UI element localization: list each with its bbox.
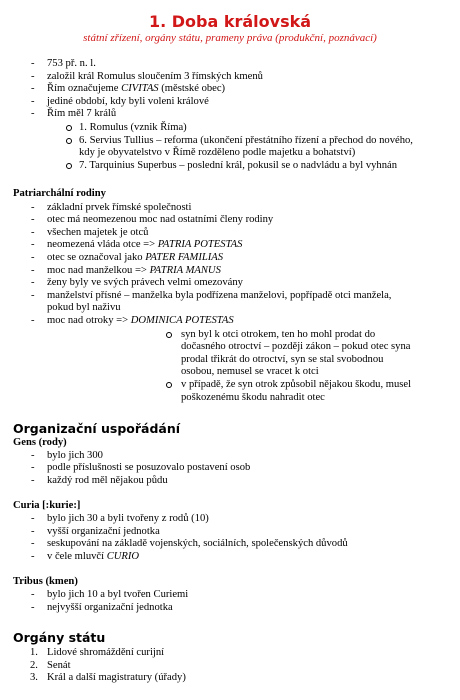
list-item: - 753 př. n. l.: [0, 58, 460, 71]
list-item-text: moc nad manželkou =>: [47, 264, 150, 276]
subsection-heading: Gens (rody): [13, 437, 67, 448]
term-civitas: CIVITAS: [121, 83, 159, 95]
term-dominica-potestas: DOMINICA POTESTAS: [130, 314, 234, 326]
term-patria-potestas: PATRIA POTESTAS: [157, 239, 243, 251]
list-item: [0, 551, 460, 564]
term-curio: CURIO: [106, 550, 140, 562]
list-item: [0, 315, 460, 328]
page-title: 1. Doba královská: [148, 12, 312, 31]
king-item: 7. Tarquinius Superbus – poslední král, pokusil se o nadvládu a byl vyhnán: [0, 160, 460, 173]
list-item-text: v čele mluvčí: [47, 550, 107, 562]
list-item: - základní prvek římské společnosti: [0, 202, 460, 215]
list-item: - otec má neomezenou moc nad ostatními členy rodiny: [0, 214, 460, 227]
list-item: - každý rod měl nějakou půdu: [0, 475, 460, 488]
term-pater-familias: PATER FAMILIAS: [145, 251, 224, 263]
sub-item: syn byl k otci otrokem, ten ho mohl prodat do dočasného otroctví – později zákon – pokud otec syna prodal třikrát do otroctví, syn se stal svobodnou osobou, nemusel se vracet k otci: [0, 329, 460, 379]
intro-section: [0, 58, 460, 172]
numbered-item: [0, 672, 460, 685]
list-item: - seskupování na základě vojenských, sociálních, společenských důvodů: [0, 538, 460, 551]
section-heading: Organizační uspořádání: [13, 421, 181, 436]
king-item: 1. Romulus (vznik Říma): [0, 122, 460, 135]
list-item: - podle příslušnosti se posuzovalo postavení osob: [0, 462, 460, 475]
item-number: 1.: [30, 647, 38, 658]
list-item-text: neomezená vláda otce =>: [47, 239, 158, 251]
organization-section: [0, 421, 460, 614]
list-item-text: otec se označoval jako: [47, 251, 146, 263]
list-item: - bylo jich 30 a byli tvořeny z rodů (10): [0, 513, 460, 526]
list-item: - založil král Romulus sloučením 3 římských kmenů: [0, 71, 460, 84]
term-patria-manus: PATRIA MANUS: [149, 264, 221, 276]
item-number: 2.: [30, 659, 38, 671]
list-item-text: Řím označujeme: [47, 83, 122, 95]
list-item: [0, 83, 460, 96]
king-item: 6. Servius Tullius – reforma (ukončení přestátního řízení a přechod do nového, kdy je obyvatelstvo v Římě rozděleno podle majetku a bohatství): [0, 135, 460, 160]
list-item: - jediné období, kdy byli voleni králové: [0, 96, 460, 109]
item-text: Král a další magistratury (úřady): [47, 672, 186, 684]
list-item: [0, 265, 460, 278]
list-item: - manželství přísné – manželka byla podřízena manželovi, popřípadě otci manžela, pokud byl naživu: [0, 290, 460, 315]
item-text: Lidové shromáždění curijní: [47, 647, 165, 658]
list-item: - ženy byly ve svých právech velmi omezovány: [0, 277, 460, 290]
list-item: - nejvyšší organizační jednotka: [0, 602, 460, 615]
patriarchal-section: [0, 188, 460, 404]
organs-section: [0, 630, 460, 685]
list-item: [0, 239, 460, 252]
item-text: Senát: [47, 659, 71, 671]
page-subtitle: státní zřízení, orgány státu, prameny práva (produkční, poznávací): [83, 32, 377, 44]
sub-item: v případě, že syn otrok způsobil nějakou škodu, musel poškozenému škodu nahradit otec: [0, 379, 460, 404]
list-item: - všechen majetek je otců: [0, 227, 460, 240]
list-item: - bylo jich 10 a byl tvořen Curiemi: [0, 589, 460, 602]
list-item: [0, 252, 460, 265]
subsection-heading: Curia [:kurie:]: [13, 500, 81, 512]
numbered-item: [0, 660, 460, 673]
section-heading: Orgány státu: [13, 630, 106, 645]
list-item-text: moc nad otroky =>: [47, 314, 131, 326]
list-item-text: (městské obec): [158, 83, 226, 95]
list-item: - Řím měl 7 králů: [0, 108, 460, 121]
section-heading: Patriarchální rodiny: [13, 188, 106, 199]
subsection-heading: Tribus (kmen): [13, 576, 78, 588]
list-item: - vyšší organizační jednotka: [0, 526, 460, 539]
list-item: - bylo jich 300: [0, 450, 460, 463]
item-number: 3.: [30, 672, 38, 684]
numbered-item: [0, 647, 460, 660]
